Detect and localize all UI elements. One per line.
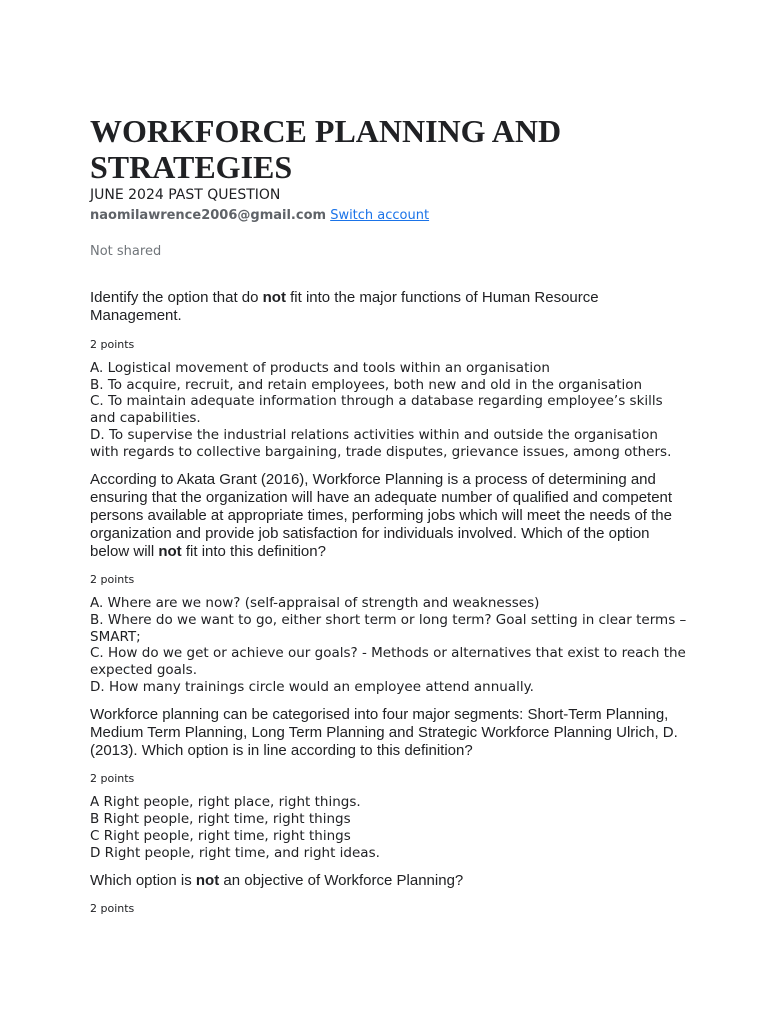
question-4-text-before: Which option is (90, 872, 196, 890)
question-3-text: Workforce planning can be categorised into four major segments: Short-Term Planning, Medium Term Planning, Long Term Planning and Strategic Workforce Planning Ulrich, D. (2013). Which option is in line according to this definition? (90, 706, 678, 760)
question-3-option-b[interactable]: B Right people, right time, right things (90, 811, 351, 828)
question-1-option-d[interactable]: D. To supervise the industrial relations activities within and outside the organisation with regards to collective bargaining, trade disputes, grievance issues, among others. (90, 426, 672, 460)
question-3-option-d[interactable]: D Right people, right time, and right ideas. (90, 844, 380, 861)
question-1-points: 2 points (90, 338, 135, 351)
question-3-option-c[interactable]: C Right people, right time, right things (90, 827, 351, 844)
question-4-text-after: an objective of Workforce Planning? (219, 872, 464, 890)
account-email: naomilawrence2006@gmail.com (90, 208, 327, 223)
question-2-points: 2 points (90, 573, 135, 587)
form-title: WORKFORCE PLANNING AND STRATEGIES (90, 113, 562, 185)
form-content (90, 113, 690, 916)
question-1-emphasis: not (262, 289, 286, 306)
question-2-emphasis: not (158, 543, 182, 561)
question-1-option-c[interactable]: C. To maintain adequate information through a database regarding employee’s skills and capabilities. (90, 393, 663, 427)
question-1-option-a[interactable]: A. Logistical movement of products and tools within an organisation (90, 360, 550, 376)
question-2-text-after: fit into this definition? (181, 543, 326, 561)
question-3-options (90, 794, 690, 861)
account-line (90, 206, 690, 225)
question-1-text-after: fit into the major functions of Human Resource Management. (90, 289, 599, 324)
question-1-options (90, 360, 690, 460)
question-2-text (90, 471, 690, 561)
question-3-points: 2 points (90, 772, 135, 786)
question-3-option-a[interactable]: A Right people, right place, right things. (90, 794, 361, 811)
question-2-text-before: According to Akata Grant (2016), Workforce Planning is a process of determining and ensuring that the organization will have an adequate number of qualified and competent persons available at appropriate times, performing jobs which will meet the needs of the organization and provide job satisfaction for individuals involved. Which of the option below will (90, 471, 673, 561)
question-4-emphasis: not (195, 872, 220, 890)
question-2-option-c[interactable]: C. How do we get or achieve our goals? - Methods or alternatives that exist to reach the expected goals. (90, 645, 686, 679)
question-2-options (90, 595, 690, 695)
question-4-text (90, 872, 690, 890)
question-2-option-a[interactable]: A. Where are we now? (self-appraisal of strength and weaknesses) (90, 595, 540, 612)
question-1-option-b[interactable]: B. To acquire, recruit, and retain employees, both new and old in the organisation (90, 376, 643, 393)
question-2-option-d[interactable]: D. How many trainings circle would an employee attend annually. (90, 678, 534, 695)
question-2-option-b[interactable]: B. Where do we want to go, either short term or long term? Goal setting in clear terms – SMART; (90, 611, 687, 645)
question-4-points: 2 points (90, 902, 135, 916)
switch-account-link[interactable]: Switch account (330, 208, 430, 223)
question-1-text-before: Identify the option that do (90, 289, 263, 306)
not-shared-label: Not shared (90, 244, 162, 259)
form-subtitle: JUNE 2024 PAST QUESTION (90, 187, 281, 203)
question-1-text (90, 289, 690, 325)
